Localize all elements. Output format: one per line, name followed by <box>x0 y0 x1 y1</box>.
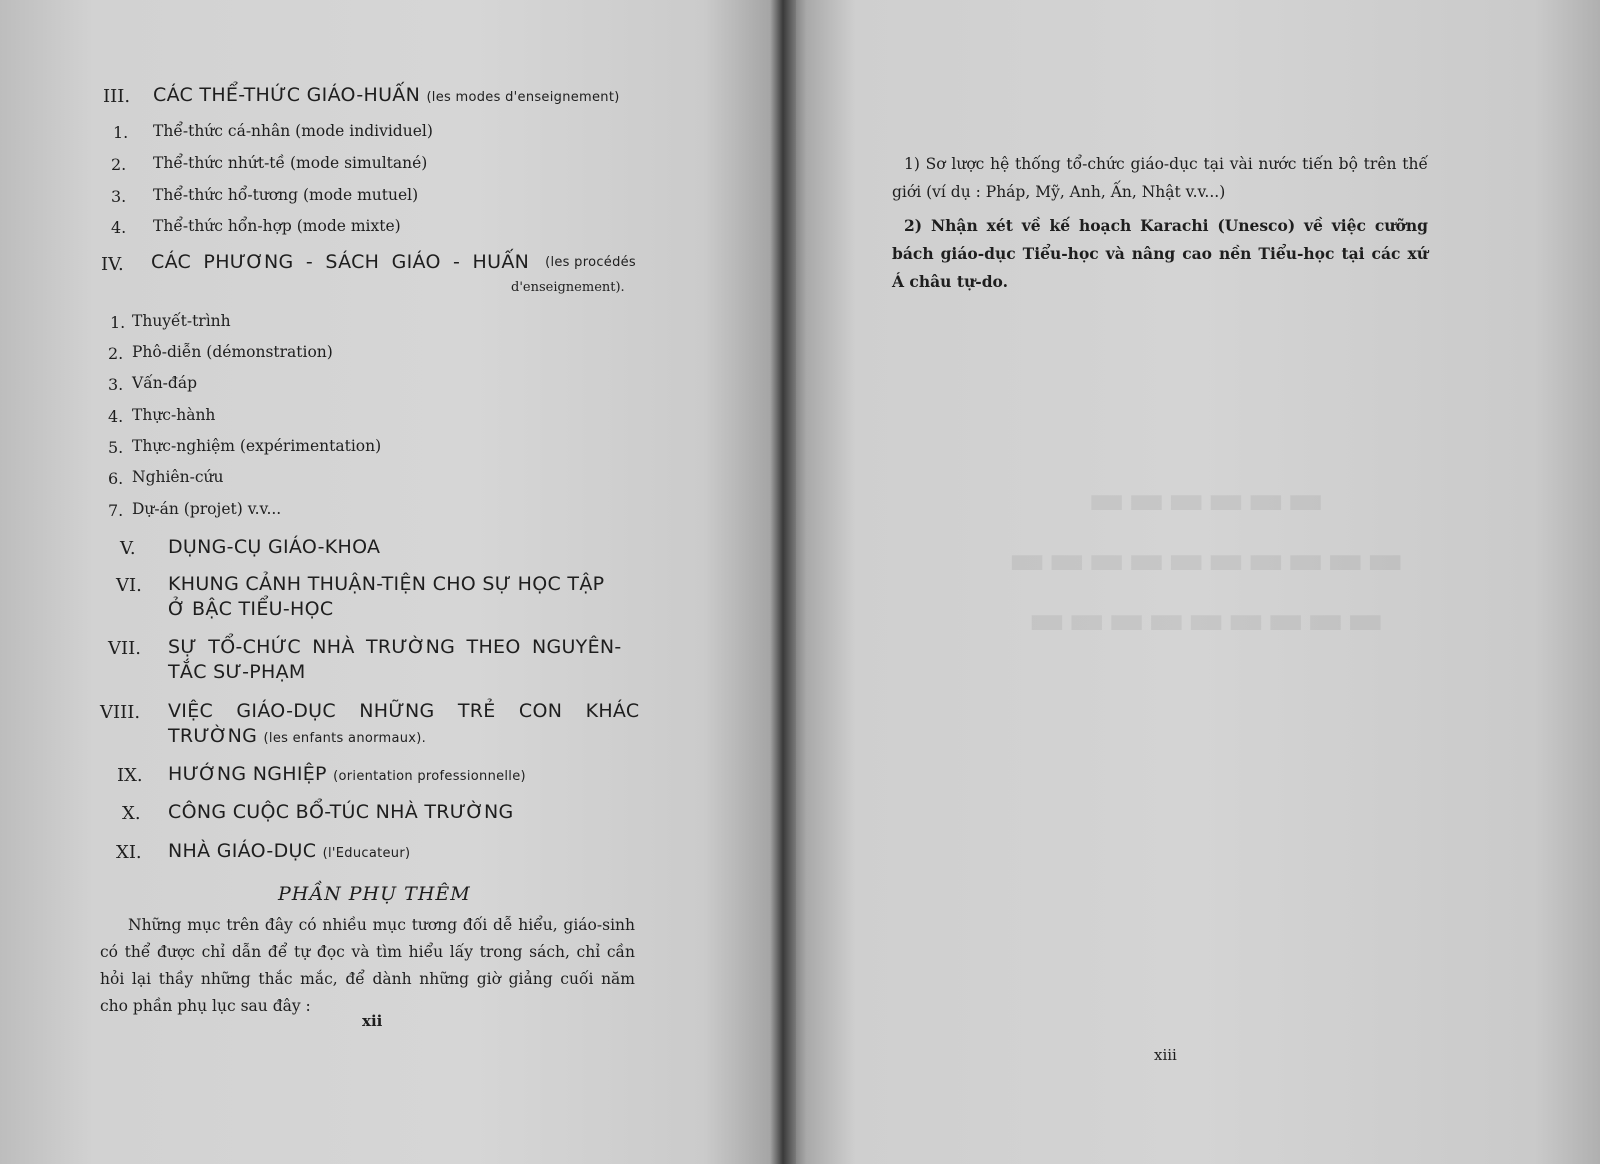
list-item: Thể-thức hổn-hợp (mode mixte) <box>153 217 401 235</box>
section-number: XI. <box>116 842 142 863</box>
section-note: (orientation professionnelle) <box>333 769 526 784</box>
section-note-continued: d'enseignement). <box>511 280 625 295</box>
section-title-line2 <box>168 725 426 747</box>
section-number: IX. <box>117 765 143 786</box>
list-item: Thể-thức hổ-tương (mode mutuel) <box>153 186 419 204</box>
item-number: 4. <box>108 407 124 426</box>
section-number: V. <box>120 538 136 559</box>
list-item: Thể-thức nhứt-tề (mode simultané) <box>153 154 428 172</box>
section-title <box>168 840 410 862</box>
section-number: VI. <box>116 575 142 596</box>
item-number: 3. <box>108 375 124 394</box>
section-title-text: CÁC THỂ-THỨC GIÁO-HUẤN <box>153 84 421 106</box>
book-gutter <box>770 0 796 1164</box>
section-title-line2: TẮC SƯ-PHẠM <box>168 661 306 683</box>
list-item: Thể-thức cá-nhân (mode individuel) <box>153 122 433 140</box>
section-note: (les procédés <box>545 255 636 270</box>
section-number: VII. <box>108 638 141 659</box>
section-title <box>168 763 526 785</box>
item-number: 2. <box>108 344 124 363</box>
section-title <box>151 251 636 273</box>
section-title-text: TRƯỜNG <box>168 725 258 747</box>
list-item: 1) Sơ lược hệ thống tổ-chức giáo-dục tại vài nước tiến bộ trên thế giới (ví dụ : Pháp, Mỹ, Anh, Ấn, Nhật v.v...) <box>892 155 1428 201</box>
item-number: 2. <box>111 155 127 174</box>
section-title: CÔNG CUỘC BỔ-TÚC NHÀ TRƯỜNG <box>168 801 514 823</box>
item-number: 1. <box>113 123 129 142</box>
appendix-paragraph: Những mục trên đây có nhiều mục tương đối dễ hiểu, giáo-sinh có thể được chỉ dẫn để tự đọc và tìm hiểu lấy trong sách, chỉ cần hỏi lại thầy những thắc mắc, để dành những giờ giảng cuối năm cho phần phụ lục sau đây : <box>100 916 635 1015</box>
item-number: 6. <box>108 469 124 488</box>
section-note: (les enfants anormaux). <box>263 731 427 746</box>
page-number: xiii <box>1154 1046 1177 1064</box>
appendix-heading: PHẦN PHỤ THÊM <box>278 883 471 905</box>
page-number: xii <box>362 1012 383 1030</box>
list-item: Thực-hành <box>132 406 216 424</box>
section-number: III. <box>103 86 131 107</box>
section-number: X. <box>122 803 141 824</box>
section-title-text: NHÀ GIÁO-DỤC <box>168 840 317 862</box>
list-item: Phô-diễn (démonstration) <box>132 343 333 361</box>
section-title: DỤNG-CỤ GIÁO-KHOA <box>168 536 381 558</box>
list-item: Dự-án (projet) v.v... <box>132 500 282 518</box>
section-number: IV. <box>101 254 124 275</box>
item-number: 7. <box>108 501 124 520</box>
item-number: 5. <box>108 438 124 457</box>
item-number: 4. <box>111 218 127 237</box>
list-item: Nghiên-cứu <box>132 468 224 486</box>
section-title: KHUNG CẢNH THUẬN-TIỆN CHO SỰ HỌC TẬP <box>168 573 605 595</box>
section-title-text: HƯỚNG NGHIỆP <box>168 763 327 785</box>
section-title-text: CÁC PHƯƠNG - SÁCH GIÁO - HUẤN <box>151 251 530 273</box>
list-item: Thuyết-trình <box>132 312 231 330</box>
left-page <box>0 0 782 1164</box>
item-number: 1. <box>110 313 126 332</box>
list-item: 2) Nhận xét về kế hoạch Karachi (Unesco) về việc cưỡng bách giáo-dục Tiểu-học và nâng cao nền Tiểu-học tại các xứ Á châu tự-do. <box>892 216 1428 291</box>
item-number: 3. <box>111 187 127 206</box>
section-title <box>153 84 620 106</box>
section-title-line2: Ở BẬC TIỂU-HỌC <box>168 598 334 620</box>
list-item: Thực-nghiệm (expérimentation) <box>132 437 382 455</box>
section-title: VIỆC GIÁO-DỤC NHỮNG TRẺ CON KHÁC <box>168 700 640 722</box>
section-note: (les modes d'enseignement) <box>426 90 620 105</box>
section-number: VIII. <box>100 702 141 723</box>
section-title: SỰ TỔ-CHỨC NHÀ TRƯỜNG THEO NGUYÊN- <box>168 636 622 658</box>
section-note: (l'Educateur) <box>322 846 411 861</box>
show-through-shadow: ▬▬▬▬▬▬ ▬▬▬▬▬▬▬▬▬▬ ▬▬▬▬▬▬▬▬▬ <box>1006 477 1404 643</box>
list-item: Vấn-đáp <box>132 374 197 392</box>
